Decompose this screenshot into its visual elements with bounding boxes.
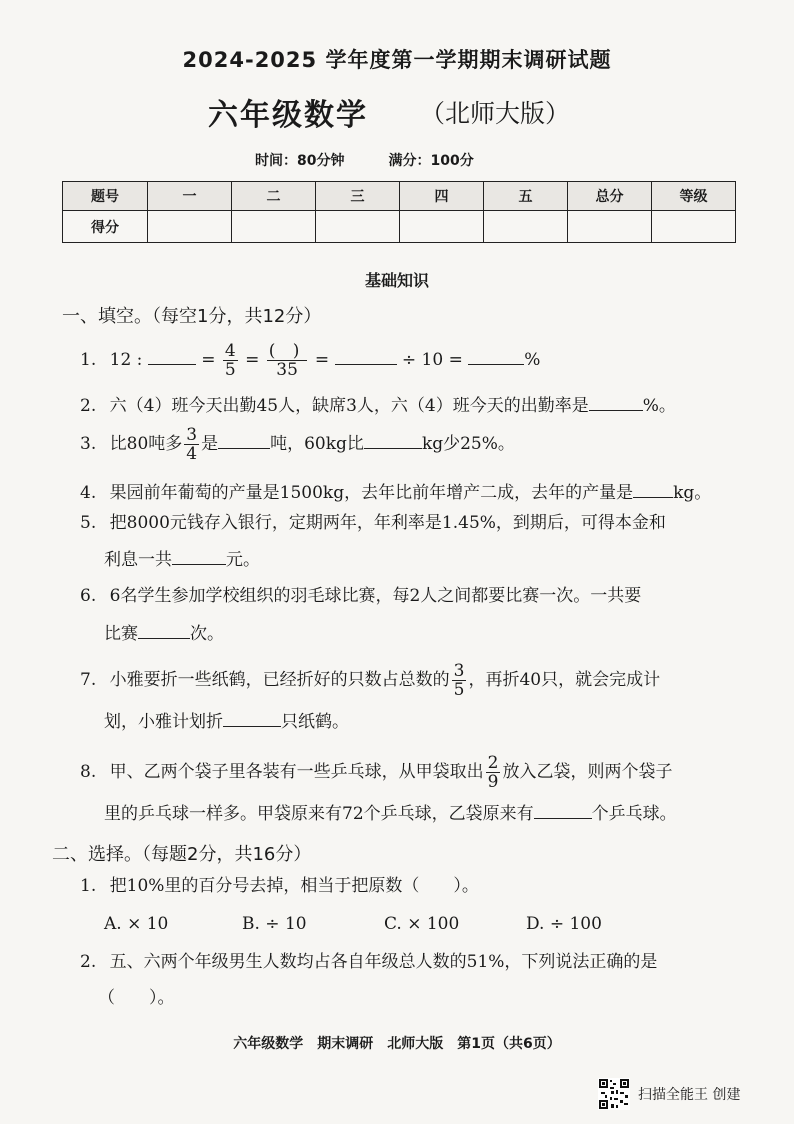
- watermark-text: 扫描全能王 创建: [638, 1087, 741, 1103]
- answer-blank[interactable]: [534, 802, 592, 819]
- question-1-6-cont: [104, 622, 224, 644]
- question-1-7-cont: [104, 710, 349, 732]
- exam-info: [255, 150, 518, 170]
- score-cell[interactable]: [148, 211, 232, 243]
- option-b[interactable]: B. ÷ 10: [242, 914, 307, 934]
- exam-title: 2024-2025 学年度第一学期期末调研试题: [182, 48, 612, 72]
- score-table-header-cell: 三: [316, 182, 400, 211]
- question-text: kg少25%。: [421, 434, 515, 454]
- question-text: 6名学生参加学校组织的羽毛球比赛，每2人之间都要比赛一次。一共要: [109, 586, 642, 606]
- question-1-1: [80, 342, 540, 379]
- question-text: 小雅要折一些纸鹤，已经折好的只数占总数的: [109, 670, 450, 690]
- score-cell[interactable]: [316, 211, 400, 243]
- fraction-denominator: 5: [224, 360, 236, 380]
- score-row-label: 得分: [63, 211, 148, 243]
- question-1-4: [80, 481, 711, 503]
- question-text: 元。: [226, 550, 260, 570]
- time-limit: 时间：80分钟: [255, 153, 345, 169]
- answer-blank[interactable]: [172, 548, 226, 565]
- question-2-2: [80, 952, 657, 972]
- question-2-2-cont[interactable]: （ ）。: [98, 988, 175, 1008]
- question-number: 4.: [80, 483, 97, 503]
- full-score: 满分：100分: [388, 153, 474, 169]
- question-text: 12 :: [109, 350, 143, 370]
- question-1-6: [80, 586, 641, 606]
- fraction: [223, 342, 238, 379]
- answer-blank[interactable]: [633, 481, 673, 498]
- question-text: 个乒乓球。: [591, 804, 677, 824]
- question-text: %。: [642, 396, 676, 416]
- answer-blank[interactable]: [138, 622, 190, 639]
- fraction[interactable]: [267, 342, 308, 379]
- score-table-header-cell: 题号: [63, 182, 148, 211]
- question-number: 8.: [80, 762, 97, 782]
- question-text: 里的乒乓球一样多。甲袋原来有72个乒乓球，乙袋原来有: [104, 804, 534, 824]
- question-number: 5.: [80, 513, 97, 533]
- question-text: %: [524, 350, 541, 370]
- question-1-2: [80, 394, 676, 416]
- question-text: ，再折40只，就会完成计: [468, 670, 661, 690]
- question-text: 放入乙袋，则两个袋子: [502, 762, 673, 782]
- question-1-5-cont: [104, 548, 260, 570]
- answer-blank[interactable]: [468, 348, 524, 365]
- question-1-3: [80, 426, 515, 463]
- question-1-5: [80, 513, 666, 533]
- score-table-header-cell: 二: [232, 182, 316, 211]
- section-heading: 基础知识: [364, 271, 429, 290]
- page-footer: 六年级数学 期末调研 北师大版 第1页（共6页）: [233, 1036, 561, 1052]
- question-text: 利息一共: [104, 550, 172, 570]
- fraction: [486, 754, 501, 791]
- equals-sign: =: [245, 350, 260, 370]
- question-2-1: [80, 876, 479, 896]
- question-text: 果园前年葡萄的产量是1500kg，去年比前年增产二成，去年的产量是: [109, 483, 634, 503]
- fraction-denominator: 4: [186, 444, 198, 464]
- question-number: 1.: [80, 350, 97, 370]
- equals-sign: =: [201, 350, 216, 370]
- question-text: 比80吨多: [109, 434, 183, 454]
- question-number: 7.: [80, 670, 97, 690]
- option-a[interactable]: A. × 10: [104, 914, 169, 934]
- option-d[interactable]: D. ÷ 100: [526, 914, 602, 934]
- fraction-denominator: 5: [453, 680, 465, 700]
- question-text: 六（4）班今天出勤45人，缺席3人，六（4）班今天的出勤率是: [109, 396, 589, 416]
- score-table-header-cell: 四: [400, 182, 484, 211]
- answer-blank[interactable]: [335, 348, 397, 365]
- question-text: 甲、乙两个袋子里各装有一些乒乓球，从甲袋取出: [109, 762, 484, 782]
- question-text: 划，小雅计划折: [104, 712, 223, 732]
- part1-title: 一、填空。（每空1分，共12分）: [62, 306, 322, 327]
- question-text: 只纸鹤。: [281, 712, 349, 732]
- option-c[interactable]: C. × 100: [384, 914, 460, 934]
- fraction: [184, 426, 199, 463]
- question-text: 比赛: [104, 624, 138, 644]
- score-table-header-cell: 总分: [568, 182, 652, 211]
- score-table: [62, 181, 736, 243]
- fraction: [452, 662, 467, 699]
- fraction-numerator: 3: [186, 425, 198, 445]
- question-number: 2.: [80, 396, 97, 416]
- qr-code-icon: [598, 1078, 630, 1110]
- scanner-watermark: [598, 1078, 740, 1110]
- question-text: kg。: [673, 483, 712, 503]
- score-cell[interactable]: [484, 211, 568, 243]
- question-number: 1.: [80, 876, 97, 896]
- question-1-8: [80, 754, 672, 791]
- answer-blank[interactable]: [148, 348, 196, 365]
- question-1-8-cont: [104, 802, 677, 824]
- fraction-numerator: 4: [224, 341, 236, 361]
- question-number: 6.: [80, 586, 97, 606]
- fraction-numerator-blank[interactable]: ( ): [268, 341, 306, 361]
- part2-title: 二、选择。（每题2分，共16分）: [52, 844, 312, 865]
- score-table-header-cell: 五: [484, 182, 568, 211]
- question-1-7: [80, 662, 660, 699]
- question-number: 3.: [80, 434, 97, 454]
- score-cell[interactable]: [568, 211, 652, 243]
- score-cell[interactable]: [232, 211, 316, 243]
- answer-blank[interactable]: [218, 432, 270, 449]
- answer-blank[interactable]: [223, 710, 281, 727]
- question-text: ÷ 10 =: [401, 350, 463, 370]
- question-text: 是: [201, 434, 219, 454]
- question-number: 2.: [80, 952, 97, 972]
- question-text: 把10%里的百分号去掉，相当于把原数（ ）。: [109, 876, 479, 896]
- fraction-numerator: 3: [453, 661, 465, 681]
- score-table-header-cell: 一: [148, 182, 232, 211]
- answer-blank[interactable]: [364, 432, 422, 449]
- equals-sign: =: [314, 350, 330, 370]
- question-text: 次。: [190, 624, 224, 644]
- score-table-header-cell: 等级: [652, 182, 736, 211]
- question-text: 吨，60kg比: [270, 434, 364, 454]
- edition-label: （北师大版）: [420, 99, 571, 128]
- subject-title: 六年级数学: [208, 98, 368, 133]
- answer-blank[interactable]: [589, 394, 643, 411]
- fraction-numerator: 2: [487, 753, 499, 773]
- fraction-denominator: 35: [276, 360, 298, 380]
- fraction-denominator: 9: [487, 772, 499, 792]
- question-text: 五、六两个年级男生人数均占各自年级总人数的51%，下列说法正确的是: [109, 952, 658, 972]
- score-cell[interactable]: [652, 211, 736, 243]
- score-cell[interactable]: [400, 211, 484, 243]
- question-text: 把8000元钱存入银行，定期两年，年利率是1.45%，到期后，可得本金和: [109, 513, 666, 533]
